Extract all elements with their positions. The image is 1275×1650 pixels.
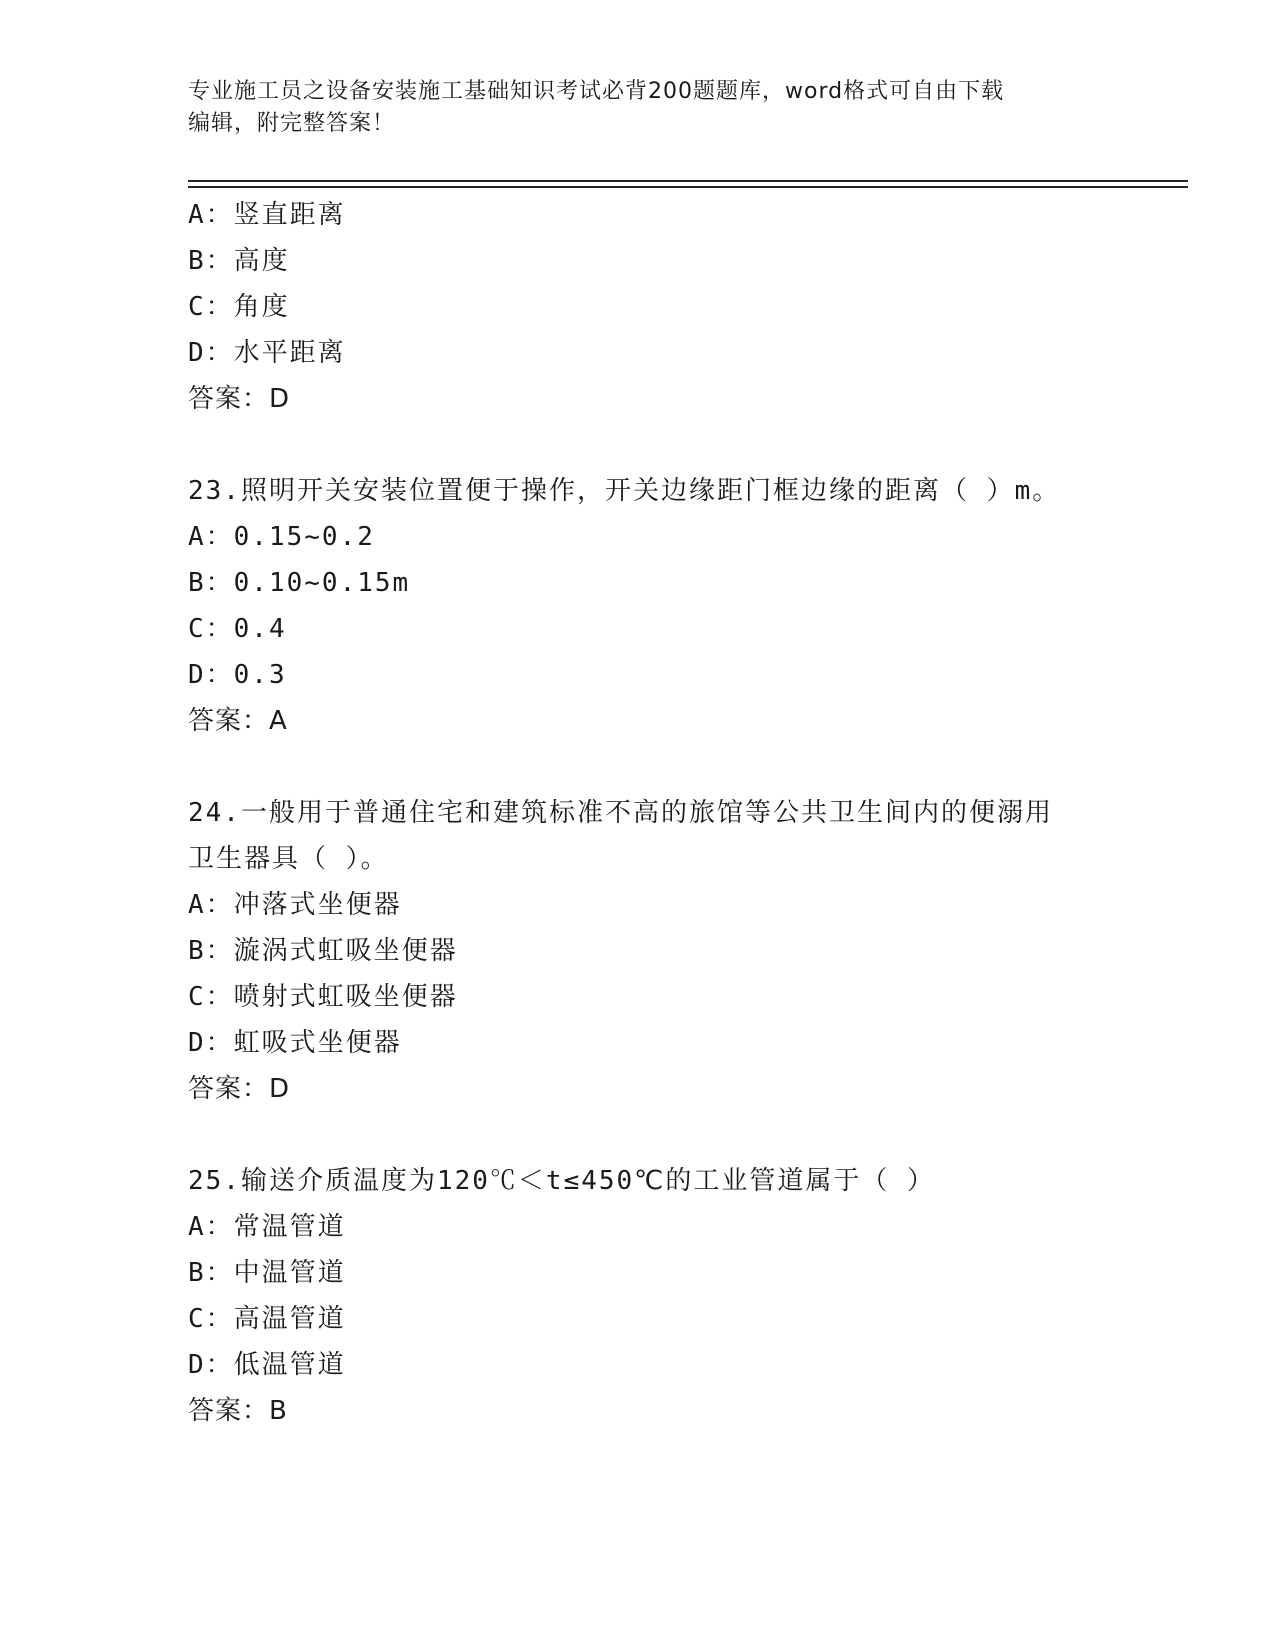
option-d: D：0.3 <box>188 660 287 690</box>
option-d: D：低温管道 <box>188 1350 346 1380</box>
option-b: B：高度 <box>188 246 290 276</box>
answer: 答案：D <box>188 384 291 414</box>
question-22 <box>188 192 1148 422</box>
option-a: A：冲落式坐便器 <box>188 890 402 920</box>
header-line-2: 编辑，附完整答案！ <box>188 111 396 136</box>
option-a: A：0.15~0.2 <box>188 522 375 552</box>
question-stem-line-1: 24.一般用于普通住宅和建筑标准不高的旅馆等公共卫生间内的便溺用 <box>188 798 1053 828</box>
option-c: C：喷射式虹吸坐便器 <box>188 982 458 1012</box>
option-c: C：角度 <box>188 292 290 322</box>
option-b: B：中温管道 <box>188 1258 346 1288</box>
header-divider-bottom <box>188 186 1188 188</box>
question-list <box>188 192 1148 1434</box>
option-d: D：水平距离 <box>188 338 346 368</box>
answer: 答案：D <box>188 1074 291 1104</box>
question-stem: 25.输送介质温度为120℃＜t≤450℃的工业管道属于（ ） <box>188 1166 936 1196</box>
question-23 <box>188 468 1148 744</box>
option-a: A：竖直距离 <box>188 200 346 230</box>
header-divider-top <box>188 180 1188 182</box>
question-24 <box>188 790 1148 1112</box>
header-line-1: 专业施工员之设备安装施工基础知识考试必背200题题库，word格式可自由下载 <box>188 79 1005 104</box>
option-c: C：0.4 <box>188 614 287 644</box>
question-stem: 23.照明开关安装位置便于操作，开关边缘距门框边缘的距离（ ）m。 <box>188 476 1061 506</box>
question-stem-line-2: 卫生器具（ ）。 <box>188 844 389 874</box>
option-d: D：虹吸式坐便器 <box>188 1028 402 1058</box>
question-25 <box>188 1158 1148 1434</box>
answer: 答案：B <box>188 1396 288 1426</box>
document-header <box>188 76 1088 140</box>
option-a: A：常温管道 <box>188 1212 346 1242</box>
option-b: B：漩涡式虹吸坐便器 <box>188 936 458 966</box>
option-c: C：高温管道 <box>188 1304 346 1334</box>
answer: 答案：A <box>188 706 288 736</box>
option-b: B：0.10~0.15m <box>188 568 411 598</box>
